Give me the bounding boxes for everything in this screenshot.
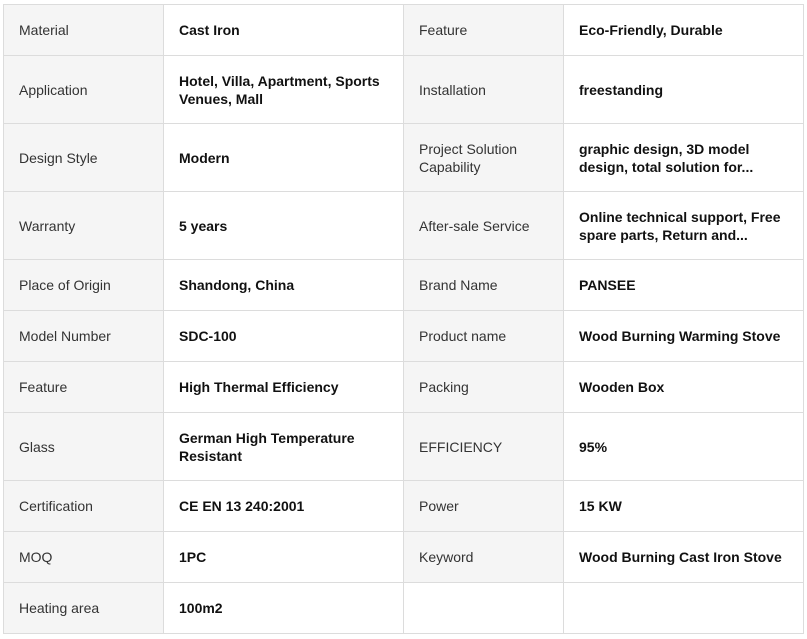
- table-row: [4, 532, 804, 583]
- spec-value: Modern: [164, 124, 404, 192]
- spec-value: Online technical support, Free spare parts, Return and...: [564, 192, 804, 260]
- spec-value: Wood Burning Cast Iron Stove: [564, 532, 804, 583]
- spec-value: CE EN 13 240:2001: [164, 481, 404, 532]
- spec-value: Wooden Box: [564, 362, 804, 413]
- table-row: [4, 56, 804, 124]
- spec-label: After-sale Service: [404, 192, 564, 260]
- spec-value: graphic design, 3D model design, total solution for...: [564, 124, 804, 192]
- spec-value: 1PC: [164, 532, 404, 583]
- table-row: [4, 124, 804, 192]
- table-row: [4, 192, 804, 260]
- spec-value: 15 KW: [564, 481, 804, 532]
- table-row: [4, 260, 804, 311]
- spec-label: Heating area: [4, 583, 164, 634]
- spec-value: Wood Burning Warming Stove: [564, 311, 804, 362]
- empty-cell: [404, 583, 564, 634]
- spec-label: Feature: [404, 5, 564, 56]
- table-row: [4, 5, 804, 56]
- table-row: [4, 362, 804, 413]
- spec-label: Design Style: [4, 124, 164, 192]
- spec-value: 5 years: [164, 192, 404, 260]
- spec-label: Feature: [4, 362, 164, 413]
- spec-label: Material: [4, 5, 164, 56]
- spec-label: MOQ: [4, 532, 164, 583]
- spec-label: Keyword: [404, 532, 564, 583]
- spec-label: Power: [404, 481, 564, 532]
- spec-label: EFFICIENCY: [404, 413, 564, 481]
- spec-label: Certification: [4, 481, 164, 532]
- empty-cell: [564, 583, 804, 634]
- spec-label: Warranty: [4, 192, 164, 260]
- spec-value: 95%: [564, 413, 804, 481]
- spec-label: Glass: [4, 413, 164, 481]
- spec-value: Shandong, China: [164, 260, 404, 311]
- spec-label: Installation: [404, 56, 564, 124]
- spec-value: PANSEE: [564, 260, 804, 311]
- spec-value: Hotel, Villa, Apartment, Sports Venues, Mall: [164, 56, 404, 124]
- spec-value: Cast Iron: [164, 5, 404, 56]
- spec-label: Brand Name: [404, 260, 564, 311]
- spec-value: High Thermal Efficiency: [164, 362, 404, 413]
- spec-value: Eco-Friendly, Durable: [564, 5, 804, 56]
- spec-label: Packing: [404, 362, 564, 413]
- table-row: [4, 413, 804, 481]
- spec-value: freestanding: [564, 56, 804, 124]
- spec-value: 100m2: [164, 583, 404, 634]
- table-row: [4, 311, 804, 362]
- spec-label: Place of Origin: [4, 260, 164, 311]
- spec-label: Model Number: [4, 311, 164, 362]
- product-spec-table: [3, 4, 804, 634]
- spec-value: SDC-100: [164, 311, 404, 362]
- spec-label: Application: [4, 56, 164, 124]
- spec-label: Project Solution Capability: [404, 124, 564, 192]
- table-row: [4, 583, 804, 634]
- spec-value: German High Temperature Resistant: [164, 413, 404, 481]
- spec-label: Product name: [404, 311, 564, 362]
- table-row: [4, 481, 804, 532]
